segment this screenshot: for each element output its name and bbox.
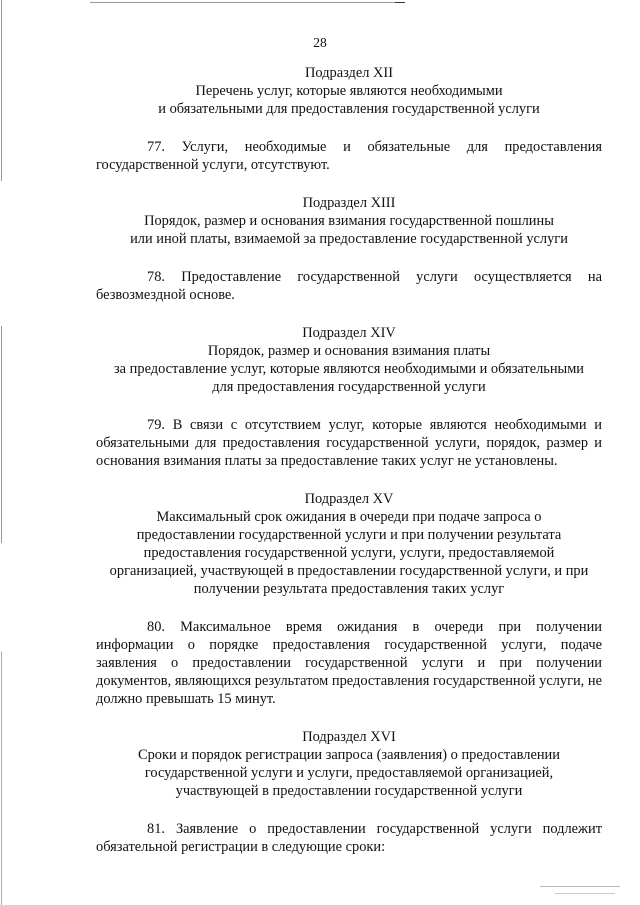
scan-artifact-bottom-line-2 [555,893,615,894]
paragraph-78 [96,268,602,304]
page-number: 28 [313,35,327,50]
section-heading-xvi [96,728,602,800]
heading-line: предоставления государственной услуги, услуги, предоставляемой [143,545,555,561]
heading-line: Подраздел XVI [302,729,396,745]
section-heading-xiv [96,324,602,396]
heading-line: Подраздел XV [304,491,394,507]
heading-line: или иной платы, взимаемой за предоставление государственной услуги [130,231,568,247]
heading-line: организацией, участвующей в предоставлении государственной услуги, и при [109,563,589,579]
heading-line: Порядок, размер и основания взимания государственной пошлины [144,213,554,229]
section-heading-xv [96,490,602,598]
paragraph-77 [96,138,602,174]
paragraph-text: 80. Максимальное время ожидания в очереди при получении информации о порядке предоставления государственной услуги, подаче заявления о предоставлении государственной услуги и при получении документов, являющихся результатом предоставления государственной услуги, не должно превышать 15 минут. [96,619,602,707]
heading-line: предоставлении государственной услуги и при получении результата [136,527,562,543]
heading-line: Сроки и порядок регистрации запроса (заявления) о предоставлении [138,747,560,763]
paragraph-80 [96,618,602,708]
paragraph-text: 79. В связи с отсутствием услуг, которые являются необходимыми и обязательными для предоставления государственной услуги, порядок, размер и основания взимания платы за предоставление таких услуг не установлены. [96,417,602,469]
scan-artifact-left-edge [1,0,2,905]
heading-line: для предоставления государственной услуги [212,379,486,395]
heading-line: Максимальный срок ожидания в очереди при подаче запроса о [156,509,542,525]
heading-line: Подраздел XIV [302,325,396,341]
scan-artifact-bottom-line [540,886,620,887]
heading-line: государственной услуги и услуги, предоставляемой организацией, [144,765,554,781]
heading-line: получении результата предоставления таких услуг [193,581,505,597]
section-heading-xiii [96,194,602,248]
heading-line: Порядок, размер и основания взимания платы [207,343,491,359]
heading-line: Подраздел XII [305,65,393,81]
heading-line: за предоставление услуг, которые являются необходимыми и обязательными [114,361,584,377]
paragraph-text: 78. Предоставление государственной услуги осуществляется на безвозмездной основе. [96,269,602,303]
section-heading-xii [96,64,602,118]
scan-artifact-top-line [90,2,405,3]
paragraph-text: 77. Услуги, необходимые и обязательные для предоставления государственной услуги, отсутствуют. [96,139,602,173]
scan-artifact-top-mark [395,2,405,3]
paragraph-81 [96,820,602,856]
document-body [96,64,602,856]
heading-line: и обязательными для предоставления государственной услуги [158,101,540,117]
paragraph-text: 81. Заявление о предоставлении государственной услуги подлежит обязательной регистрации в следующие сроки: [96,821,602,855]
heading-line: Подраздел XIII [302,195,396,211]
paragraph-79 [96,416,602,470]
heading-line: Перечень услуг, которые являются необходимыми [195,83,503,99]
heading-line: участвующей в предоставлении государственной услуги [175,783,523,799]
